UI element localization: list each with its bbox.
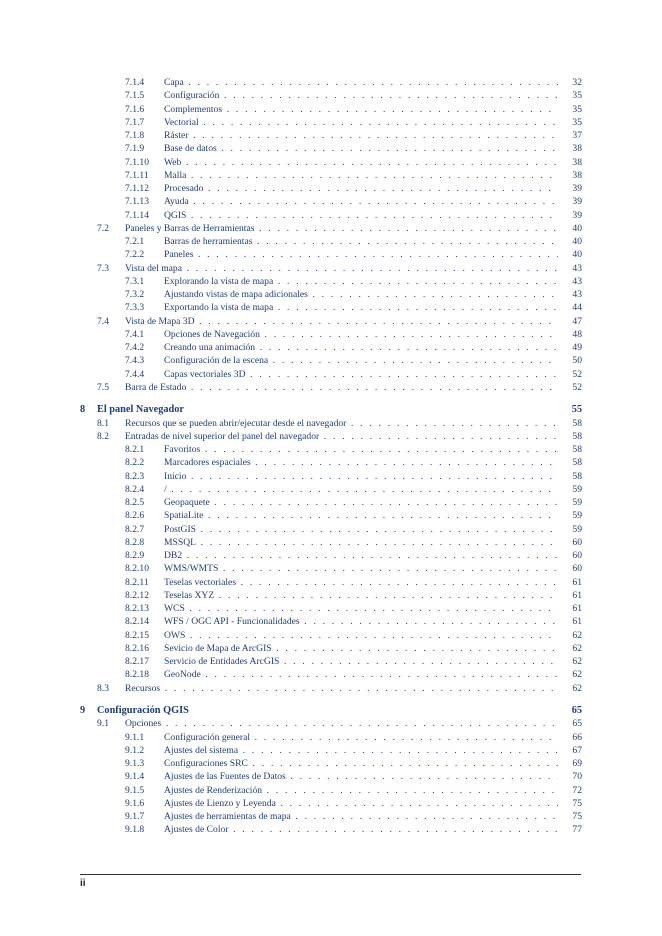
toc-entry-number: 7.1.9: [125, 143, 145, 155]
toc-entry[interactable]: [0, 182, 662, 195]
toc-entry[interactable]: [0, 169, 662, 182]
toc-entry-number: 7.5: [97, 381, 109, 393]
toc-entry-title[interactable]: Opciones de Navegación . . .: [164, 328, 558, 341]
toc-entry-number: 9.1.4: [125, 771, 145, 783]
toc-entry-title[interactable]: Configuración QGIS: [97, 704, 189, 716]
toc-entry[interactable]: [0, 368, 662, 381]
toc-entry[interactable]: [0, 116, 662, 129]
toc-entry-number: 8.2.14: [125, 616, 149, 628]
toc-entry-number: 9.1.7: [125, 811, 145, 822]
toc-entry-page[interactable]: 49: [572, 342, 582, 353]
toc-entry-title[interactable]: Explorando la vista de mapa . . .: [164, 275, 558, 288]
toc-entry[interactable]: [0, 89, 662, 102]
toc-entry-number: 8.2.10: [125, 563, 149, 575]
toc-entry-title[interactable]: Ajustes del sistema . . .: [164, 744, 558, 757]
toc-entry-page[interactable]: 43: [572, 275, 582, 287]
toc-entry-title[interactable]: MSSQL . . .: [164, 536, 558, 549]
toc-entry[interactable]: [0, 744, 662, 757]
toc-entry[interactable]: [0, 770, 662, 783]
toc-entry[interactable]: [0, 642, 662, 655]
toc-entry[interactable]: [0, 248, 662, 261]
toc-entry-title[interactable]: Ayuda . . .: [164, 195, 558, 208]
toc-entry[interactable]: [0, 235, 662, 248]
toc-entry[interactable]: [0, 823, 662, 836]
toc-entry[interactable]: [0, 682, 662, 695]
toc-entry-page[interactable]: 52: [572, 381, 582, 393]
toc-entry-title[interactable]: Opciones . . .: [125, 717, 558, 730]
toc-entry-page[interactable]: 60: [572, 563, 582, 575]
toc-entry-number: 8.2.9: [125, 550, 145, 561]
toc-entry-number: 8.2.3: [125, 470, 145, 482]
toc-entry[interactable]: [0, 103, 662, 116]
toc-entry-title[interactable]: Exportando la vista de mapa . . .: [164, 301, 558, 314]
toc-entry-title[interactable]: Configuración general . . .: [164, 731, 558, 744]
toc-entry-title[interactable]: Marcadores espaciales . . .: [164, 456, 558, 469]
toc-entry[interactable]: [0, 523, 662, 536]
toc-entry-title[interactable]: Teselas XYZ . . .: [164, 589, 558, 602]
toc-entry-page[interactable]: 58: [572, 444, 582, 455]
toc-entry-page[interactable]: 43: [572, 262, 582, 274]
toc-entry-page[interactable]: 62: [572, 669, 582, 681]
toc-entry[interactable]: [0, 589, 662, 602]
toc-entry-title[interactable]: Ajustando vistas de mapa adicionales . . .: [164, 288, 558, 301]
toc-entry-number: 8: [80, 404, 86, 415]
toc-entry-number: 7.2.1: [125, 236, 145, 247]
toc-entry-title[interactable]: / . . .: [164, 483, 558, 496]
toc-entry-title[interactable]: Vista del mapa . . .: [125, 262, 558, 275]
toc-entry-title[interactable]: Ráster . . .: [164, 129, 558, 142]
toc-entry-title[interactable]: QGIS . . .: [164, 209, 558, 222]
toc-entry-title[interactable]: GeoNode . . .: [164, 668, 558, 681]
toc-entry-number: 8.2.12: [125, 589, 149, 601]
toc-entry-number: 7.1.12: [125, 183, 149, 194]
toc-entry-title[interactable]: Inicio . . .: [164, 470, 558, 483]
toc-entry[interactable]: [0, 288, 662, 301]
toc-entry-number: 7.4.4: [125, 368, 145, 380]
toc-entry[interactable]: [0, 430, 662, 443]
toc-entry-number: 8.2.8: [125, 536, 145, 548]
toc-entry-page[interactable]: 58: [572, 417, 582, 429]
toc-entry-page[interactable]: 75: [572, 811, 582, 822]
toc-entry-page[interactable]: 35: [572, 103, 582, 115]
toc-entry-page[interactable]: 38: [572, 143, 582, 155]
toc-entry-title[interactable]: Creando una animación . . .: [164, 341, 558, 354]
toc-entry-page[interactable]: 62: [572, 629, 582, 641]
toc-entry[interactable]: [0, 222, 662, 235]
toc-entry-number: 7.1.4: [125, 77, 145, 88]
toc-entry-page[interactable]: 58: [572, 430, 582, 442]
toc-entry-title[interactable]: Ajustes de Lienzo y Leyenda . . .: [164, 797, 558, 810]
toc-entry[interactable]: [0, 315, 662, 328]
toc-entry-title[interactable]: OWS . . .: [164, 629, 558, 642]
toc-entry-number: 9.1.3: [125, 758, 145, 769]
toc-entry-page[interactable]: 59: [572, 510, 582, 522]
toc-entry-page[interactable]: 58: [572, 470, 582, 482]
toc-entry[interactable]: [0, 443, 662, 456]
toc-entry[interactable]: [0, 483, 662, 496]
toc-entry[interactable]: [0, 76, 662, 89]
toc-entry-title[interactable]: Complementos . . .: [164, 103, 558, 116]
footer-divider: [80, 874, 581, 875]
toc-entry-title[interactable]: Configuración de la escena . . .: [164, 354, 558, 367]
toc-entry-title[interactable]: Configuraciones SRC . . .: [164, 757, 558, 770]
toc-entry-number: 7.3.1: [125, 275, 145, 287]
toc-entry-title[interactable]: Favoritos . . .: [164, 443, 558, 456]
toc-entry-title[interactable]: PostGIS . . .: [164, 523, 558, 536]
toc-entry-page[interactable]: 69: [572, 758, 582, 769]
toc-entry-number: 9.1.6: [125, 797, 145, 809]
toc-chapter-entry[interactable]: [0, 403, 662, 417]
toc-entry-number: 8.2.5: [125, 497, 145, 508]
toc-entry-title[interactable]: Entradas de nivel superior del panel del navegador . . .: [125, 430, 558, 443]
toc-entry[interactable]: [0, 341, 662, 354]
toc-entry-title[interactable]: Vista de Mapa 3D . . .: [125, 315, 558, 328]
toc-entry-title[interactable]: Barras de herramientas . . .: [164, 235, 558, 248]
toc-entry-title[interactable]: Malla . . .: [164, 169, 558, 182]
toc-entry-number: 7.1.6: [125, 103, 145, 115]
toc-entry[interactable]: [0, 536, 662, 549]
toc-entry-page[interactable]: 40: [572, 236, 582, 247]
toc-entry-page[interactable]: 40: [572, 222, 582, 234]
toc-entry-title[interactable]: Ajustes de las Fuentes de Datos . . .: [164, 770, 558, 783]
toc-entry-title[interactable]: Capas vectoriales 3D . . .: [164, 368, 558, 381]
toc-entry-number: 7.4.1: [125, 328, 145, 340]
toc-entry-page[interactable]: 58: [572, 457, 582, 469]
toc-entry-page[interactable]: 72: [572, 784, 582, 796]
toc-entry-page[interactable]: 38: [572, 169, 582, 181]
toc-entry-title[interactable]: Teselas vectoriales . . .: [164, 576, 558, 589]
toc-entry-title[interactable]: SpatiaLite . . .: [164, 509, 558, 522]
toc-entry[interactable]: [0, 456, 662, 469]
toc-entry-number: 9.1.1: [125, 731, 145, 743]
toc-entry[interactable]: [0, 195, 662, 208]
toc-entry-title[interactable]: Paneles . . .: [164, 248, 558, 261]
toc-entry-page[interactable]: 39: [572, 196, 582, 208]
toc-entry-page[interactable]: 35: [572, 90, 582, 102]
toc-entry-page[interactable]: 40: [572, 249, 582, 261]
toc-entry-page[interactable]: 32: [572, 77, 582, 88]
toc-entry-number: 8.2.4: [125, 483, 145, 495]
toc-entry[interactable]: [0, 549, 662, 562]
toc-entry-page[interactable]: 75: [572, 797, 582, 809]
toc-entry-number: 9.1.5: [125, 784, 145, 796]
toc-entry[interactable]: [0, 328, 662, 341]
toc-entry[interactable]: [0, 757, 662, 770]
toc-entry-page[interactable]: 67: [572, 744, 582, 756]
toc-entry-number: 9: [80, 704, 86, 716]
toc-entry-page[interactable]: 61: [572, 576, 582, 588]
toc-entry-number: 8.2.15: [125, 629, 149, 641]
toc-entry[interactable]: [0, 262, 662, 275]
toc-entry-title[interactable]: Geopaquete . . .: [164, 496, 558, 509]
toc-entry[interactable]: [0, 142, 662, 155]
toc-entry[interactable]: [0, 731, 662, 744]
toc-entry-page[interactable]: 61: [572, 603, 582, 614]
toc-entry-page[interactable]: 38: [572, 156, 582, 168]
toc-entry-number: 8.2: [97, 430, 109, 442]
toc-entry-title[interactable]: Configuración . . .: [164, 89, 558, 102]
toc-entry-number: 9.1.8: [125, 824, 145, 836]
toc-entry-title[interactable]: Barra de Estado . . .: [125, 381, 558, 394]
toc-entry[interactable]: [0, 496, 662, 509]
toc-entry-title[interactable]: Base de datos . . .: [164, 142, 558, 155]
toc-entry-number: 8.2.17: [125, 656, 149, 667]
toc-entry[interactable]: [0, 797, 662, 810]
toc-entry-number: 7.3.3: [125, 302, 145, 314]
toc-entry-page[interactable]: 43: [572, 289, 582, 300]
toc-entry-number: 8.2.16: [125, 642, 149, 654]
toc-entry-page[interactable]: 70: [572, 771, 582, 783]
toc-entry[interactable]: [0, 509, 662, 522]
toc-entry-page[interactable]: 62: [572, 642, 582, 654]
toc-entry-number: 7.4.2: [125, 342, 145, 353]
toc-entry-page[interactable]: 37: [572, 130, 582, 141]
toc-entry-number: 9.1.2: [125, 744, 145, 756]
toc-entry[interactable]: [0, 717, 662, 730]
toc-chapter-entry[interactable]: [0, 704, 662, 718]
toc-entry-number: 9.1: [97, 718, 109, 730]
toc-entry-page[interactable]: 39: [572, 209, 582, 221]
toc-entry-title[interactable]: Ajustes de Color . . .: [164, 823, 558, 836]
toc-entry-number: 8.2.18: [125, 669, 149, 681]
toc-entry-number: 7.3: [97, 262, 109, 274]
toc-entry[interactable]: [0, 417, 662, 430]
toc-entry-number: 7.3.2: [125, 289, 145, 300]
toc-entry-number: 8.3: [97, 682, 109, 694]
toc-entry-number: 7.1.7: [125, 116, 145, 128]
toc-entry-page[interactable]: 59: [572, 497, 582, 508]
toc-entry[interactable]: [0, 810, 662, 823]
toc-entry[interactable]: [0, 615, 662, 628]
toc-entry-number: 7.1.10: [125, 156, 149, 168]
toc-entry-title[interactable]: Procesado . . .: [164, 182, 558, 195]
toc-entry-number: 8.2.1: [125, 444, 145, 455]
footer-page-number: ii: [80, 878, 86, 889]
toc-entry-page[interactable]: 60: [572, 550, 582, 561]
toc-entry-page[interactable]: 47: [572, 315, 582, 327]
toc-entry-number: 8.1: [97, 417, 109, 429]
toc-entry-number: 8.2.7: [125, 523, 145, 535]
toc-entry-page[interactable]: 61: [572, 616, 582, 628]
toc-entry-number: 8.2.13: [125, 603, 149, 614]
toc-entry-number: 8.2.6: [125, 510, 145, 522]
toc-entry-title[interactable]: WMS/WMTS . . .: [164, 562, 558, 575]
toc-entry-page[interactable]: 39: [572, 183, 582, 194]
toc-entry-title[interactable]: DB2 . . .: [164, 549, 558, 562]
toc-entry-page[interactable]: 77: [572, 824, 582, 836]
toc-entry-page[interactable]: 50: [572, 355, 582, 367]
toc-entry[interactable]: [0, 354, 662, 367]
toc-entry-page[interactable]: 44: [572, 302, 582, 314]
toc-entry-page[interactable]: 35: [572, 116, 582, 128]
toc-entry[interactable]: [0, 156, 662, 169]
toc-entry[interactable]: [0, 784, 662, 797]
toc-entry[interactable]: [0, 129, 662, 142]
toc-entry-title[interactable]: Ajustes de Renderización . . .: [164, 784, 558, 797]
toc-entry-title[interactable]: Web . . .: [164, 156, 558, 169]
toc-entry-page[interactable]: 59: [572, 483, 582, 495]
toc-entry-page[interactable]: 52: [572, 368, 582, 380]
toc-entry-number: 7.2: [97, 222, 109, 234]
toc-entry-page[interactable]: 65: [572, 718, 582, 730]
toc-entry-number: 7.4: [97, 315, 109, 327]
toc-entry-page[interactable]: 59: [572, 523, 582, 535]
toc-entry-number: 7.4.3: [125, 355, 145, 367]
toc-entry-page[interactable]: 62: [572, 656, 582, 667]
toc-entry-title[interactable]: Capa . . .: [164, 76, 558, 89]
toc-entry[interactable]: [0, 668, 662, 681]
toc-entry-number: 7.1.8: [125, 130, 145, 141]
toc-entry[interactable]: [0, 275, 662, 288]
toc-entry-page[interactable]: 60: [572, 536, 582, 548]
toc-entry-page[interactable]: 65: [571, 704, 582, 716]
toc-entry-title[interactable]: WFS / OGC API - Funcionalidades . . .: [164, 615, 558, 628]
toc-entry-number: 7.1.14: [125, 209, 149, 221]
toc-entry-page[interactable]: 48: [572, 328, 582, 340]
toc-entry-title[interactable]: Sevicio de Mapa de ArcGIS . . .: [164, 642, 558, 655]
toc-entry[interactable]: [0, 209, 662, 222]
toc-entry-number: 7.1.11: [125, 169, 149, 181]
toc-entry-title[interactable]: Paneles y Barras de Herramientas . . .: [125, 222, 558, 235]
toc-entry-title[interactable]: Servicio de Entidades ArcGIS . . .: [164, 655, 558, 668]
toc-entry-title[interactable]: El panel Navegador: [97, 404, 184, 415]
toc-entry-number: 7.2.2: [125, 249, 145, 261]
toc-entry-number: 7.1.13: [125, 196, 149, 208]
toc-entry-page[interactable]: 61: [572, 589, 582, 601]
toc-entry-page[interactable]: 66: [572, 731, 582, 743]
toc-entry-number: 8.2.2: [125, 457, 145, 469]
table-of-contents: [0, 76, 662, 837]
toc-entry-number: 7.1.5: [125, 90, 145, 102]
toc-entry-title[interactable]: Recursos que se pueden abrir/ejecutar desde el navegador . . .: [125, 417, 558, 430]
toc-entry-title[interactable]: WCS . . .: [164, 602, 558, 615]
toc-entry[interactable]: [0, 655, 662, 668]
toc-entry[interactable]: [0, 301, 662, 314]
toc-entry-title[interactable]: Vectorial . . .: [164, 116, 558, 129]
toc-entry[interactable]: [0, 381, 662, 394]
toc-entry[interactable]: [0, 562, 662, 575]
toc-entry-title[interactable]: Ajustes de herramientas de mapa . . .: [164, 810, 558, 823]
toc-entry[interactable]: [0, 629, 662, 642]
toc-entry[interactable]: [0, 470, 662, 483]
toc-entry-page[interactable]: 62: [572, 682, 582, 694]
toc-entry-number: 8.2.11: [125, 576, 149, 588]
toc-entry-page[interactable]: 55: [571, 404, 582, 415]
toc-entry[interactable]: [0, 576, 662, 589]
toc-entry[interactable]: [0, 602, 662, 615]
toc-entry-title[interactable]: Recursos . . .: [125, 682, 558, 695]
